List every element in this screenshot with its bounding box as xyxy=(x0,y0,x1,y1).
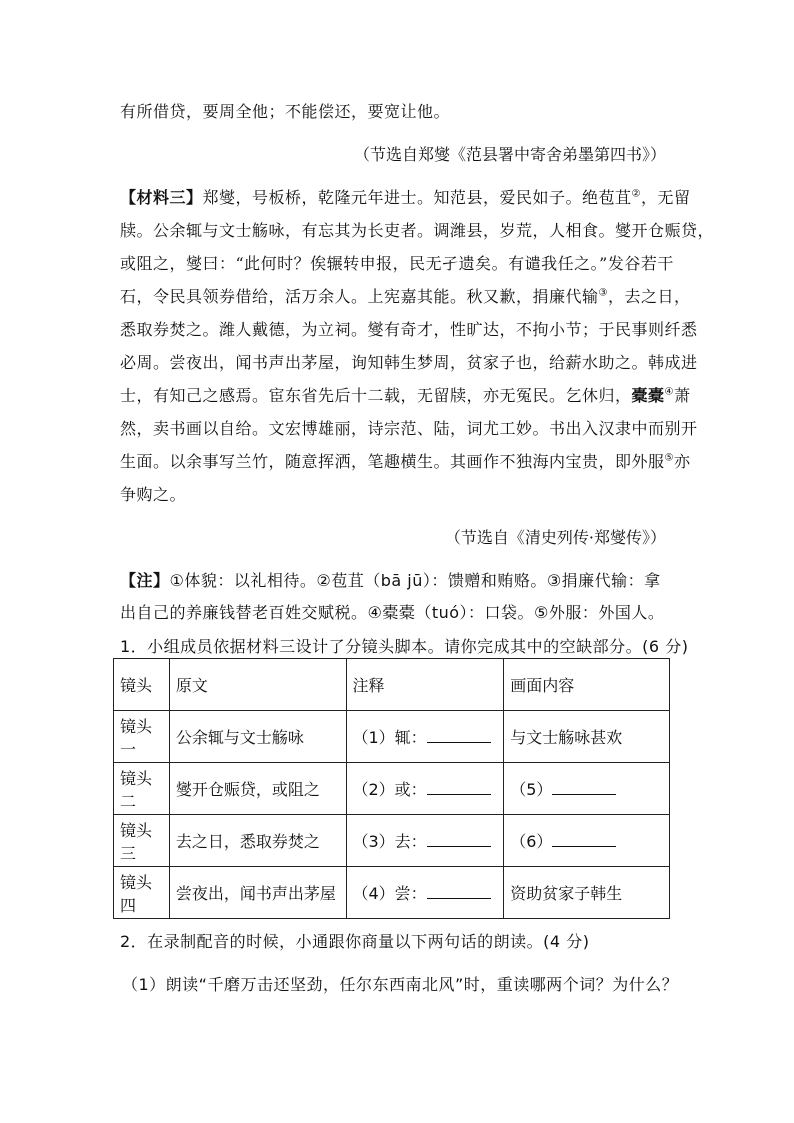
notes-label: 【注】 xyxy=(120,571,170,590)
table-row xyxy=(114,711,670,763)
table-row xyxy=(114,815,670,867)
answer-blank[interactable] xyxy=(552,832,616,847)
text-span: 生面。以余事写兰竹，随意挥洒，笔趣横生。其画作不独海内宝贵，即外服 xyxy=(120,452,665,471)
text-span: ①体貌：以礼相待。②苞苴（bā jū）：馈赠和贿赂。③捐廉代输：拿 xyxy=(169,571,661,590)
text-span: 亦 xyxy=(673,452,691,471)
source-citation: （节选自《清史列传·郑燮传》） xyxy=(444,528,666,547)
material3-line: 牍。公余辄与文士觞咏，有忘其为长吏者。调潍县，岁荒，人相食。燮开仓赈贷， xyxy=(120,221,715,240)
answer-blank[interactable] xyxy=(427,780,491,795)
text-span: ，无留 xyxy=(641,188,691,207)
material3-line: 必周。尝夜出，闻书声出茅屋，询知韩生梦周，贫家子也，给薪水助之。韩成进 xyxy=(120,353,698,372)
shot-cell: 镜头三 xyxy=(114,815,170,867)
text-cell: 尝夜出，闻书声出茅屋 xyxy=(169,867,346,919)
footnote-mark: ④ xyxy=(664,386,674,398)
footnote-mark: ③ xyxy=(598,287,608,299)
scene-cell: 资助贫家子韩生 xyxy=(504,867,670,919)
scene-label: （6） xyxy=(510,832,553,851)
material3-line: 或阻之，燮曰：“此何时？俟辗转申报，民无孑遗矣。有谴我任之。”发谷若干 xyxy=(120,254,674,273)
text-span: 橐橐 xyxy=(631,386,665,405)
question-2: 2．在录制配音的时候，小通跟你商量以下两句话的朗读。(4 分) xyxy=(120,932,590,951)
note-label: （1）辄： xyxy=(352,728,427,747)
question-2-1: （1）朗读“千磨万击还坚劲，任尔东西南北风”时，重读哪两个词？为什么？ xyxy=(122,975,679,994)
text-cell: 去之日，悉取券焚之 xyxy=(169,815,346,867)
note-cell xyxy=(346,711,504,763)
note-cell xyxy=(346,815,504,867)
shot-cell: 镜头四 xyxy=(114,867,170,919)
table-row xyxy=(114,763,670,815)
paragraph-line: 有所借贷，要周全他；不能偿还，要宽让他。 xyxy=(120,102,451,121)
material3-line xyxy=(120,188,691,208)
table-header: 画面内容 xyxy=(504,659,670,711)
scene-cell xyxy=(504,763,670,815)
shot-cell: 镜头一 xyxy=(114,711,170,763)
storyboard-table xyxy=(113,658,670,919)
notes-line: 出自己的养廉钱替老百姓交赋税。④橐橐（tuó）：口袋。⑤外服：外国人。 xyxy=(120,603,665,622)
material3-line xyxy=(120,287,691,307)
note-label: （3）去： xyxy=(352,832,427,851)
text-cell: 公余辄与文士觞咏 xyxy=(169,711,346,763)
question-1: 1．小组成员依据材料三设计了分镜头脚本。请你完成其中的空缺部分。(6 分) xyxy=(120,637,689,656)
material3-label: 【材料三】 xyxy=(120,188,203,207)
note-label: （4）尝： xyxy=(352,884,427,903)
table-row xyxy=(114,867,670,919)
note-cell xyxy=(346,763,504,815)
material3-line: 争购之。 xyxy=(120,485,187,504)
text-span: ，去之日， xyxy=(607,287,691,306)
footnote-mark: ② xyxy=(631,188,641,200)
answer-blank[interactable] xyxy=(427,832,491,847)
material3-line: 然，卖书画以自给。文宏博雄丽，诗宗范、陆，词尤工妙。书出入汉隶中而别开 xyxy=(120,419,698,438)
notes-line xyxy=(120,571,680,591)
answer-blank[interactable] xyxy=(427,884,491,899)
source-citation: （节选自郑燮《范县署中寄舍弟墨第四书》） xyxy=(353,145,666,164)
answer-blank[interactable] xyxy=(427,728,491,743)
scene-cell xyxy=(504,815,670,867)
text-span: 石，令民具领券借给，活万余人。上宪嘉其能。秋又歉，捐廉代输 xyxy=(120,287,599,306)
scene-label: （5） xyxy=(510,780,553,799)
text-span: 士，有知己之感焉。宦东省先后十二载，无留牍，亦无冤民。乞休归， xyxy=(120,386,632,405)
answer-blank[interactable] xyxy=(552,780,616,795)
material3-line xyxy=(120,386,691,406)
text-span: 郑燮，号板桥，乾隆元年进士。知范县，爱民如子。绝苞苴 xyxy=(202,188,632,207)
table-header-row xyxy=(114,659,670,711)
footnote-mark: ⑤ xyxy=(664,452,674,464)
note-cell xyxy=(346,867,504,919)
material3-line xyxy=(120,452,691,472)
table-header: 镜头 xyxy=(114,659,170,711)
scene-cell: 与文士觞咏甚欢 xyxy=(504,711,670,763)
text-cell: 燮开仓赈贷，或阻之 xyxy=(169,763,346,815)
table-header: 原文 xyxy=(169,659,346,711)
material3-line: 悉取券焚之。潍人戴德，为立祠。燮有奇才，性旷达，不拘小节；于民事则纤悉 xyxy=(120,320,698,339)
shot-cell: 镜头二 xyxy=(114,763,170,815)
table-header: 注释 xyxy=(346,659,504,711)
text-span: 萧 xyxy=(674,386,691,405)
note-label: （2）或： xyxy=(352,780,427,799)
